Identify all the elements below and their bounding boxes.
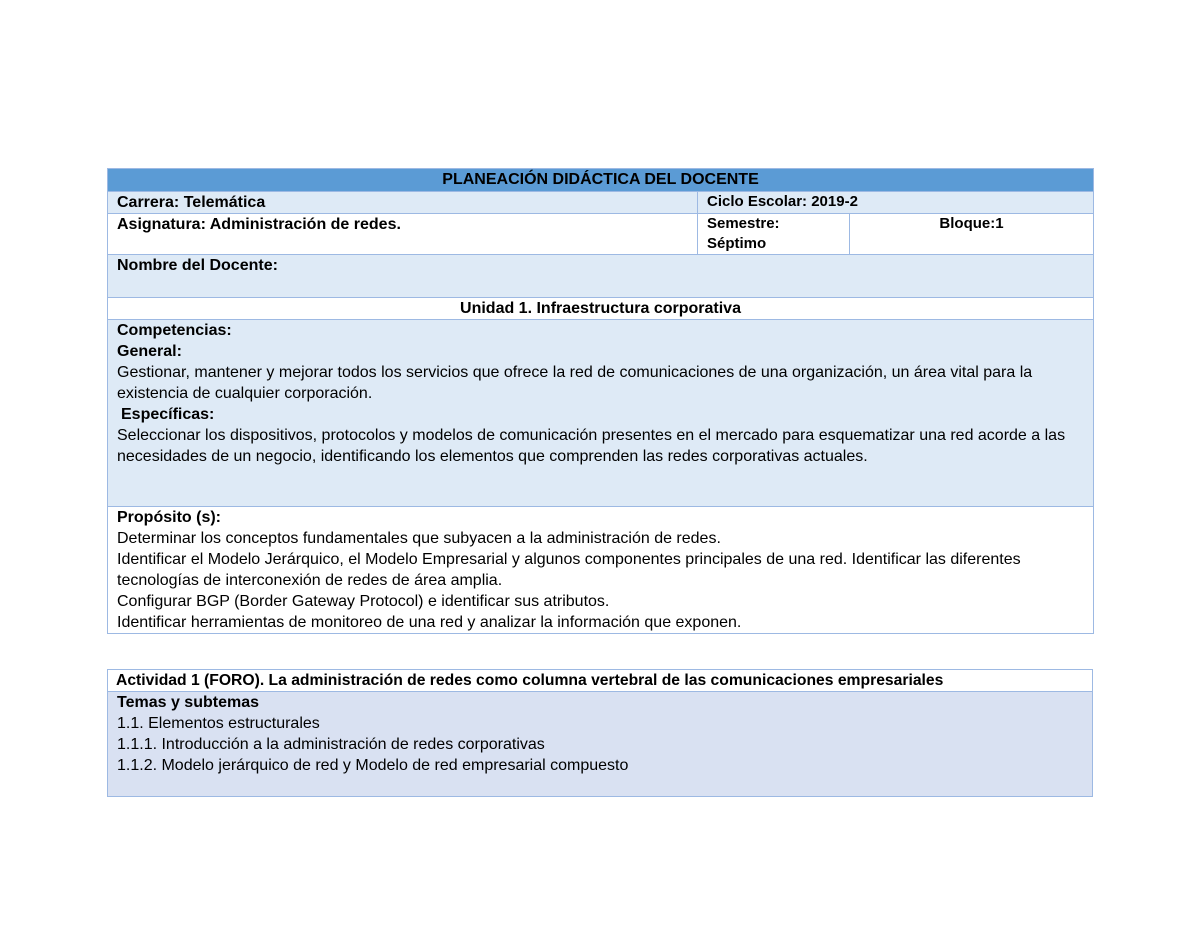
general-heading: General:: [117, 343, 182, 360]
carrera-cell: Carrera: Telemática: [108, 192, 698, 214]
semestre-cell: [698, 214, 850, 255]
actividad-table: [107, 669, 1093, 797]
bloque-cell: Bloque:1: [850, 214, 1094, 255]
proposito-cell: [108, 507, 1094, 634]
tema-item: 1.1.1. Introducción a la administración de redes corporativas: [117, 736, 545, 753]
proposito-line: Identificar herramientas de monitoreo de una red y analizar la información que exponen.: [117, 614, 742, 631]
proposito-line: Identificar el Modelo Jerárquico, el Modelo Empresarial y algunos componentes principales de una red. Identificar las diferentes tecnologías de interconexión de redes de área amplia.: [117, 551, 1021, 589]
competencias-heading: Competencias:: [117, 322, 232, 339]
temas-heading: Temas y subtemas: [117, 694, 259, 711]
unidad-cell: Unidad 1. Infraestructura corporativa: [108, 298, 1094, 320]
ciclo-cell: Ciclo Escolar: 2019-2: [698, 192, 1094, 214]
especificas-text: Seleccionar los dispositivos, protocolos y modelos de comunicación presentes en el mercado para esquematizar una red acorde a las necesidades de un negocio, identificando los elementos que comprenden las redes corporativas actuales.: [117, 427, 1066, 465]
tema-item: 1.1. Elementos estructurales: [117, 715, 320, 732]
proposito-line: Configurar BGP (Border Gateway Protocol) e identificar sus atributos.: [117, 593, 610, 610]
semestre-value: Séptimo: [707, 235, 767, 252]
planeacion-title: PLANEACIÓN DIDÁCTICA DEL DOCENTE: [108, 169, 1094, 192]
tema-item: 1.1.2. Modelo jerárquico de red y Modelo de red empresarial compuesto: [117, 757, 629, 774]
general-text: Gestionar, mantener y mejorar todos los servicios que ofrece la red de comunicaciones de una organización, un área vital para la existencia de cualquier corporación.: [117, 364, 1033, 402]
proposito-line: Determinar los conceptos fundamentales que subyacen a la administración de redes.: [117, 530, 721, 547]
especificas-heading: Específicas:: [121, 406, 215, 423]
docente-cell: Nombre del Docente:: [108, 255, 1094, 298]
proposito-heading: Propósito (s):: [117, 509, 221, 526]
actividad-title: Actividad 1 (FORO). La administración de redes como columna vertebral de las comunicaciones empresariales: [108, 670, 1093, 692]
planeacion-table: [107, 168, 1093, 634]
asignatura-cell: Asignatura: Administración de redes.: [108, 214, 698, 255]
competencias-cell: [108, 320, 1094, 507]
semestre-label: Semestre:: [707, 215, 780, 232]
temas-cell: [108, 692, 1093, 797]
